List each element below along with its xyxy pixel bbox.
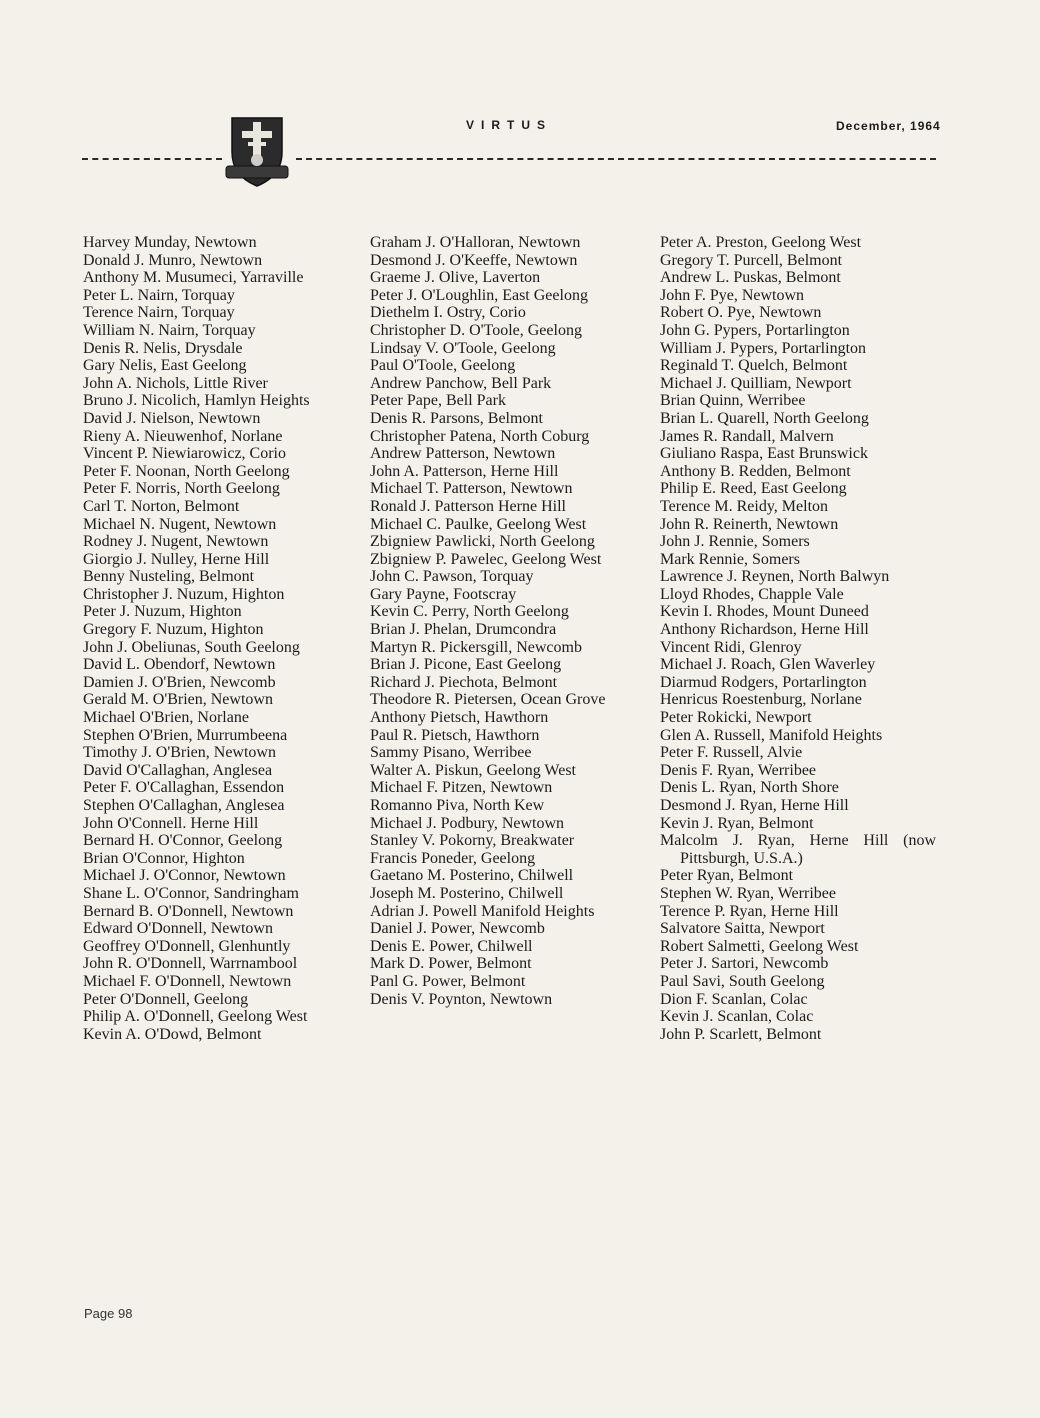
directory-entry: Rodney J. Nugent, Newtown xyxy=(83,533,269,551)
directory-entry: Peter J. Sartori, Newcomb xyxy=(660,955,829,973)
directory-entry: Shane L. O'Connor, Sandringham xyxy=(83,884,299,902)
directory-entry: Zbigniew P. Pawelec, Geelong West xyxy=(370,550,602,568)
directory-entry: Ronald J. Patterson Herne Hill xyxy=(370,497,566,515)
directory-entry: Paul O'Toole, Geelong xyxy=(370,357,516,375)
directory-entry: Henricus Roestenburg, Norlane xyxy=(660,691,862,709)
directory-entry: Christopher D. O'Toole, Geelong xyxy=(370,321,582,339)
directory-entry: Denis E. Power, Chilwell xyxy=(370,937,533,955)
directory-entry: Desmond J. O'Keeffe, Newtown xyxy=(370,251,578,269)
directory-entry: Kevin C. Perry, North Geelong xyxy=(370,603,569,621)
directory-entry: Vincent Ridi, Glenroy xyxy=(660,638,802,656)
directory-entry: William N. Nairn, Torquay xyxy=(83,321,256,339)
directory-entry: Mark D. Power, Belmont xyxy=(370,955,532,973)
directory-entry: Christopher Patena, North Coburg xyxy=(370,427,590,445)
directory-entry: Peter A. Preston, Geelong West xyxy=(660,234,862,251)
directory-entry: Paul R. Pietsch, Hawthorn xyxy=(370,726,540,744)
directory-entry: Rieny A. Nieuwenhof, Norlane xyxy=(83,427,283,445)
directory-entry: Reginald T. Quelch, Belmont xyxy=(660,357,848,375)
directory-entry: Brian J. Phelan, Drumcondra xyxy=(370,621,557,639)
directory-entry: Paul Savi, South Geelong xyxy=(660,972,825,990)
directory-entry: Bernard B. O'Donnell, Newtown xyxy=(83,902,294,920)
directory-entry: William J. Pypers, Portarlington xyxy=(660,339,867,357)
directory-entry: Gary Payne, Footscray xyxy=(370,585,517,603)
directory-entry: Mark Rennie, Somers xyxy=(660,550,800,568)
directory-entry: Michael J. Quilliam, Newport xyxy=(660,374,852,392)
directory-entry: Stephen O'Callaghan, Anglesea xyxy=(83,797,285,814)
directory-entry: Peter Pape, Bell Park xyxy=(370,392,506,410)
name-column-3 xyxy=(660,234,936,1043)
directory-entry: Anthony B. Redden, Belmont xyxy=(660,462,851,480)
directory-entry: Desmond J. Ryan, Herne Hill xyxy=(660,797,849,814)
directory-entry: David J. Nielson, Newtown xyxy=(83,409,261,427)
issue-date: December, 1964 xyxy=(836,119,941,133)
directory-entry: Peter Rokicki, Newport xyxy=(660,709,812,727)
directory-entry: Malcolm J. Ryan, Herne Hill (now Pittsburgh, U.S.A.) xyxy=(660,832,936,867)
directory-entry: Michael T. Patterson, Newtown xyxy=(370,480,573,498)
directory-entry: Andrew L. Puskas, Belmont xyxy=(660,269,841,287)
directory-entry: Stephen W. Ryan, Werribee xyxy=(660,884,836,902)
directory-entry: Lawrence J. Reynen, North Balwyn xyxy=(660,568,890,586)
directory-entry: Peter F. Russell, Alvie xyxy=(660,744,803,762)
directory-entry: Zbigniew Pawlicki, North Geelong xyxy=(370,533,595,551)
directory-entry: Michael C. Paulke, Geelong West xyxy=(370,515,587,533)
header-rule-right xyxy=(296,158,936,160)
directory-entry: Denis R. Nelis, Drysdale xyxy=(83,339,243,357)
directory-entry: Martyn R. Pickersgill, Newcomb xyxy=(370,638,582,656)
name-column-1 xyxy=(83,234,357,1043)
directory-entry: Peter L. Nairn, Torquay xyxy=(83,286,235,304)
directory-entry: John F. Pye, Newtown xyxy=(660,286,805,304)
directory-entry: Denis F. Ryan, Werribee xyxy=(660,761,817,779)
directory-entry: Timothy J. O'Brien, Newtown xyxy=(83,744,276,762)
directory-entry: Edward O'Donnell, Newtown xyxy=(83,920,273,938)
directory-entry: John C. Pawson, Torquay xyxy=(370,568,534,586)
directory-entry: Brian Quinn, Werribee xyxy=(660,392,806,410)
directory-entry: Denis V. Poynton, Newtown xyxy=(370,990,553,1008)
directory-entry: Stanley V. Pokorny, Breakwater xyxy=(370,832,575,850)
directory-entry: Brian J. Picone, East Geelong xyxy=(370,656,562,674)
directory-entry: Peter O'Donnell, Geelong xyxy=(83,990,249,1008)
directory-entry: Adrian J. Powell Manifold Heights xyxy=(370,902,595,920)
directory-entry: Panl G. Power, Belmont xyxy=(370,972,526,990)
directory-entry: Sammy Pisano, Werribee xyxy=(370,744,532,762)
directory-entry: Kevin I. Rhodes, Mount Duneed xyxy=(660,603,869,621)
directory-entry: Terence Nairn, Torquay xyxy=(83,304,235,322)
directory-entry: Benny Nusteling, Belmont xyxy=(83,568,255,586)
directory-entry: Denis L. Ryan, North Shore xyxy=(660,779,839,797)
directory-entry: Giorgio J. Nulley, Herne Hill xyxy=(83,550,270,568)
directory-entry: Michael J. Podbury, Newtown xyxy=(370,814,565,832)
directory-entry: Peter Ryan, Belmont xyxy=(660,867,794,885)
directory-entry: John P. Scarlett, Belmont xyxy=(660,1025,822,1043)
directory-entry: Gary Nelis, East Geelong xyxy=(83,357,247,375)
directory-entry: Peter J. Nuzum, Highton xyxy=(83,603,242,621)
directory-entry: Diarmud Rodgers, Portarlington xyxy=(660,673,867,691)
directory-entry: Gerald M. O'Brien, Newtown xyxy=(83,691,273,709)
directory-entry: John A. Patterson, Herne Hill xyxy=(370,462,559,480)
directory-entry: David O'Callaghan, Anglesea xyxy=(83,761,273,779)
directory-entry: Glen A. Russell, Manifold Heights xyxy=(660,726,883,744)
directory-entry: Gaetano M. Posterino, Chilwell xyxy=(370,867,574,885)
directory-entry: Kevin J. Scanlan, Colac xyxy=(660,1008,814,1026)
directory-entry: Carl T. Norton, Belmont xyxy=(83,497,240,515)
directory-entry: Graeme J. Olive, Laverton xyxy=(370,269,541,287)
directory-entry: Dion F. Scanlan, Colac xyxy=(660,990,808,1008)
school-crest-icon xyxy=(224,112,290,190)
directory-entry: Michael J. Roach, Glen Waverley xyxy=(660,656,876,674)
directory-entry: Peter F. O'Callaghan, Essendon xyxy=(83,779,285,797)
directory-entry: Brian O'Connor, Highton xyxy=(83,849,245,867)
directory-entry: Kevin J. Ryan, Belmont xyxy=(660,814,814,832)
directory-entry: Kevin A. O'Dowd, Belmont xyxy=(83,1025,262,1043)
magazine-title: VIRTUS xyxy=(466,118,553,132)
directory-entry: Terence M. Reidy, Melton xyxy=(660,497,829,515)
directory-entry: Joseph M. Posterino, Chilwell xyxy=(370,884,564,902)
directory-entry: Robert Salmetti, Geelong West xyxy=(660,937,859,955)
directory-entry: Giuliano Raspa, East Brunswick xyxy=(660,445,868,463)
directory-entry: Romanno Piva, North Kew xyxy=(370,797,545,814)
directory-entry: Richard J. Piechota, Belmont xyxy=(370,673,558,691)
directory-entry: Philip A. O'Donnell, Geelong West xyxy=(83,1008,308,1026)
directory-entry: Brian L. Quarell, North Geelong xyxy=(660,409,869,427)
directory-entry: Peter F. Noonan, North Geelong xyxy=(83,462,290,480)
directory-entry: Robert O. Pye, Newtown xyxy=(660,304,822,322)
directory-entry: Michael J. O'Connor, Newtown xyxy=(83,867,286,885)
directory-entry: Bruno J. Nicolich, Hamlyn Heights xyxy=(83,392,310,410)
directory-entry: Salvatore Saitta, Newport xyxy=(660,920,825,938)
directory-entry: Peter J. O'Loughlin, East Geelong xyxy=(370,286,588,304)
directory-entry: Denis R. Parsons, Belmont xyxy=(370,409,543,427)
directory-entry: Anthony M. Musumeci, Yarraville xyxy=(83,269,304,287)
directory-entry: Daniel J. Power, Newcomb xyxy=(370,920,545,938)
directory-entry: Michael N. Nugent, Newtown xyxy=(83,515,277,533)
directory-entry: Theodore R. Pietersen, Ocean Grove xyxy=(370,691,606,709)
directory-entry: Christopher J. Nuzum, Highton xyxy=(83,585,285,603)
directory-entry: Stephen O'Brien, Murrumbeena xyxy=(83,726,288,744)
directory-entry: Andrew Panchow, Bell Park xyxy=(370,374,552,392)
directory-entry: John G. Pypers, Portarlington xyxy=(660,321,850,339)
header-rule-left xyxy=(82,158,222,160)
directory-entry: Gregory T. Purcell, Belmont xyxy=(660,251,843,269)
directory-entry: John J. Rennie, Somers xyxy=(660,533,810,551)
directory-entry: Michael O'Brien, Norlane xyxy=(83,709,249,727)
directory-entry: Lloyd Rhodes, Chapple Vale xyxy=(660,585,844,603)
directory-entry: Terence P. Ryan, Herne Hill xyxy=(660,902,839,920)
directory-entry: Anthony Pietsch, Hawthorn xyxy=(370,709,549,727)
page-number: Page 98 xyxy=(84,1306,133,1321)
directory-entry: Philip E. Reed, East Geelong xyxy=(660,480,847,498)
directory-entry: Bernard H. O'Connor, Geelong xyxy=(83,832,283,850)
directory-entry: Damien J. O'Brien, Newcomb xyxy=(83,673,276,691)
directory-entry: John R. Reinerth, Newtown xyxy=(660,515,839,533)
directory-entry: Peter F. Norris, North Geelong xyxy=(83,480,280,498)
directory-entry: Harvey Munday, Newtown xyxy=(83,234,257,251)
directory-entry: Francis Poneder, Geelong xyxy=(370,849,536,867)
directory-entry: Graham J. O'Halloran, Newtown xyxy=(370,234,581,251)
directory-entry: David L. Obendorf, Newtown xyxy=(83,656,276,674)
directory-entry: Donald J. Munro, Newtown xyxy=(83,251,263,269)
directory-entry: John O'Connell. Herne Hill xyxy=(83,814,259,832)
directory-entry: John J. Obeliunas, South Geelong xyxy=(83,638,300,656)
directory-entry: James R. Randall, Malvern xyxy=(660,427,834,445)
directory-entry: Diethelm I. Ostry, Corio xyxy=(370,304,526,322)
directory-entry: Lindsay V. O'Toole, Geelong xyxy=(370,339,556,357)
directory-entry: Geoffrey O'Donnell, Glenhuntly xyxy=(83,937,291,955)
directory-entry: Andrew Patterson, Newtown xyxy=(370,445,556,463)
directory-entry: Walter A. Piskun, Geelong West xyxy=(370,761,576,779)
directory-entry: John R. O'Donnell, Warrnambool xyxy=(83,955,298,973)
directory-entry: Anthony Richardson, Herne Hill xyxy=(660,621,869,639)
directory-entry: John A. Nichols, Little River xyxy=(83,374,268,392)
directory-entry: Vincent P. Niewiarowicz, Corio xyxy=(83,445,286,463)
directory-entry: Gregory F. Nuzum, Highton xyxy=(83,621,264,639)
directory-entry: Michael F. Pitzen, Newtown xyxy=(370,779,553,797)
name-column-2 xyxy=(370,234,644,1008)
directory-entry: Michael F. O'Donnell, Newtown xyxy=(83,972,292,990)
